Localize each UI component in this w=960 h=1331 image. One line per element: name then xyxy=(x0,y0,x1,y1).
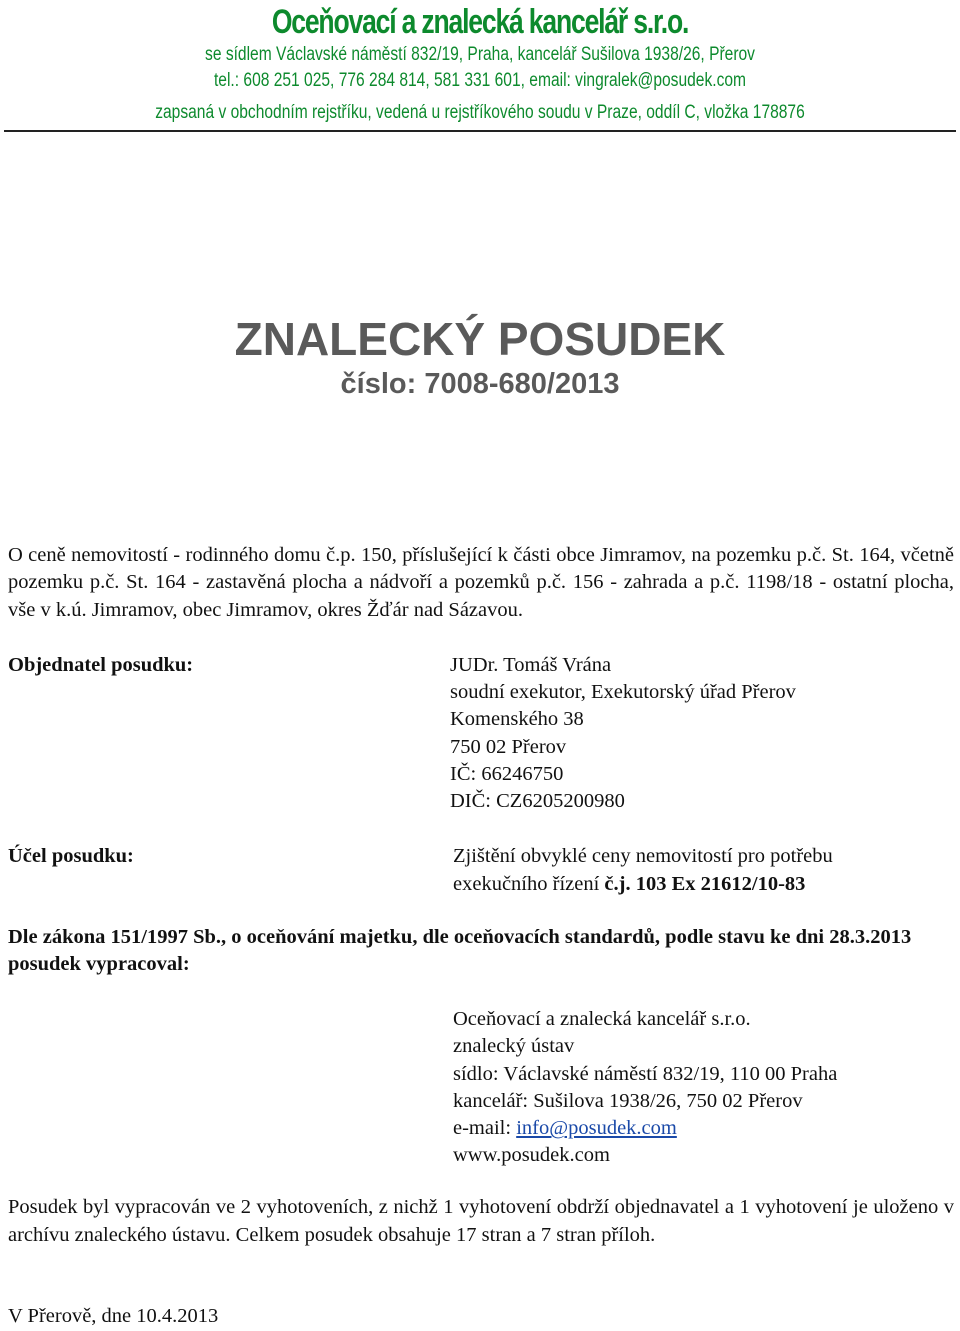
purpose-line-1: Zjištění obvyklé ceny nemovitostí pro potřebu xyxy=(453,845,833,867)
author-name: Oceňovací a znalecká kancelář s.r.o. xyxy=(453,1008,751,1030)
document-number: číslo: 7008-680/2013 xyxy=(340,368,620,400)
author-block xyxy=(453,1006,837,1170)
client-role: soudní exekutor, Exekutorský úřad Přerov xyxy=(450,681,796,704)
purpose-line-2-text: exekučního řízení xyxy=(453,872,605,895)
subject-paragraph: O ceně nemovitostí - rodinného domu č.p. 150, příslušející k části obce Jimramov, na pozemku p.č. St. 164, včetně pozemku p.č. St. 164 - zastavěná plocha a nádvoří a pozemků p.č. 156 - zahrada a p.č. 1198/18 - ostatní plocha, vše v k.ú. Jimramov, obec Jimramov, okres Žďár nad Sázavou. xyxy=(8,544,954,621)
client-dic: DIČ: CZ6205200980 xyxy=(450,790,625,813)
client-street: Komenského 38 xyxy=(450,708,584,731)
place-date: V Přerově, dne 10.4.2013 xyxy=(8,1305,219,1327)
client-city: 750 02 Přerov xyxy=(450,735,567,758)
law-statement: Dle zákona 151/1997 Sb., o oceňování majetku, dle oceňovacích standardů, podle stavu ke dni 28.3.2013 posudek vypracoval: xyxy=(8,926,912,975)
client-ic: IČ: 66246750 xyxy=(450,762,564,785)
client-block xyxy=(450,652,796,815)
header-divider xyxy=(4,130,956,132)
author-office: kancelář: Sušilova 1938/26, 750 02 Přerov xyxy=(453,1089,803,1112)
copies-paragraph: Posudek byl vypracován ve 2 vyhotoveních, z nichž 1 vyhotovení obdrží objednavatel a 1 vyhotovení je uloženo v archívu znaleckého ústavu. Celkem posudek obsahuje 17 stran a 7 stran příloh. xyxy=(8,1196,954,1246)
author-email-line xyxy=(453,1115,837,1142)
client-name: JUDr. Tomáš Vrána xyxy=(450,654,612,676)
author-web: www.posudek.com xyxy=(453,1144,610,1167)
author-type: znalecký ústav xyxy=(453,1035,575,1058)
purpose-block xyxy=(453,843,833,898)
document-title: ZNALECKÝ POSUDEK xyxy=(234,313,726,365)
firm-registration: zapsaná v obchodním rejstříku, vedená u rejstříkového soudu v Praze, oddíl C, vložka 178876 xyxy=(155,102,805,123)
firm-name: Oceňovací a znalecká kancelář s.r.o. xyxy=(271,3,689,41)
firm-contacts: tel.: 608 251 025, 776 284 814, 581 331 601, email: vingralek@posudek.com xyxy=(213,70,747,91)
email-label: e-mail: xyxy=(453,1117,517,1140)
author-seat: sídlo: Václavské náměstí 832/19, 110 00 Praha xyxy=(453,1062,838,1085)
firm-address: se sídlem Václavské náměstí 832/19, Praha, kancelář Sušilova 1938/26, Přerov xyxy=(205,44,755,65)
email-link[interactable]: info@posudek.com xyxy=(516,1117,677,1140)
case-number: č.j. 103 Ex 21612/10-83 xyxy=(604,872,806,895)
client-label: Objednatel posudku: xyxy=(8,654,194,676)
purpose-label: Účel posudku: xyxy=(8,845,134,867)
purpose-line-2 xyxy=(453,871,833,899)
